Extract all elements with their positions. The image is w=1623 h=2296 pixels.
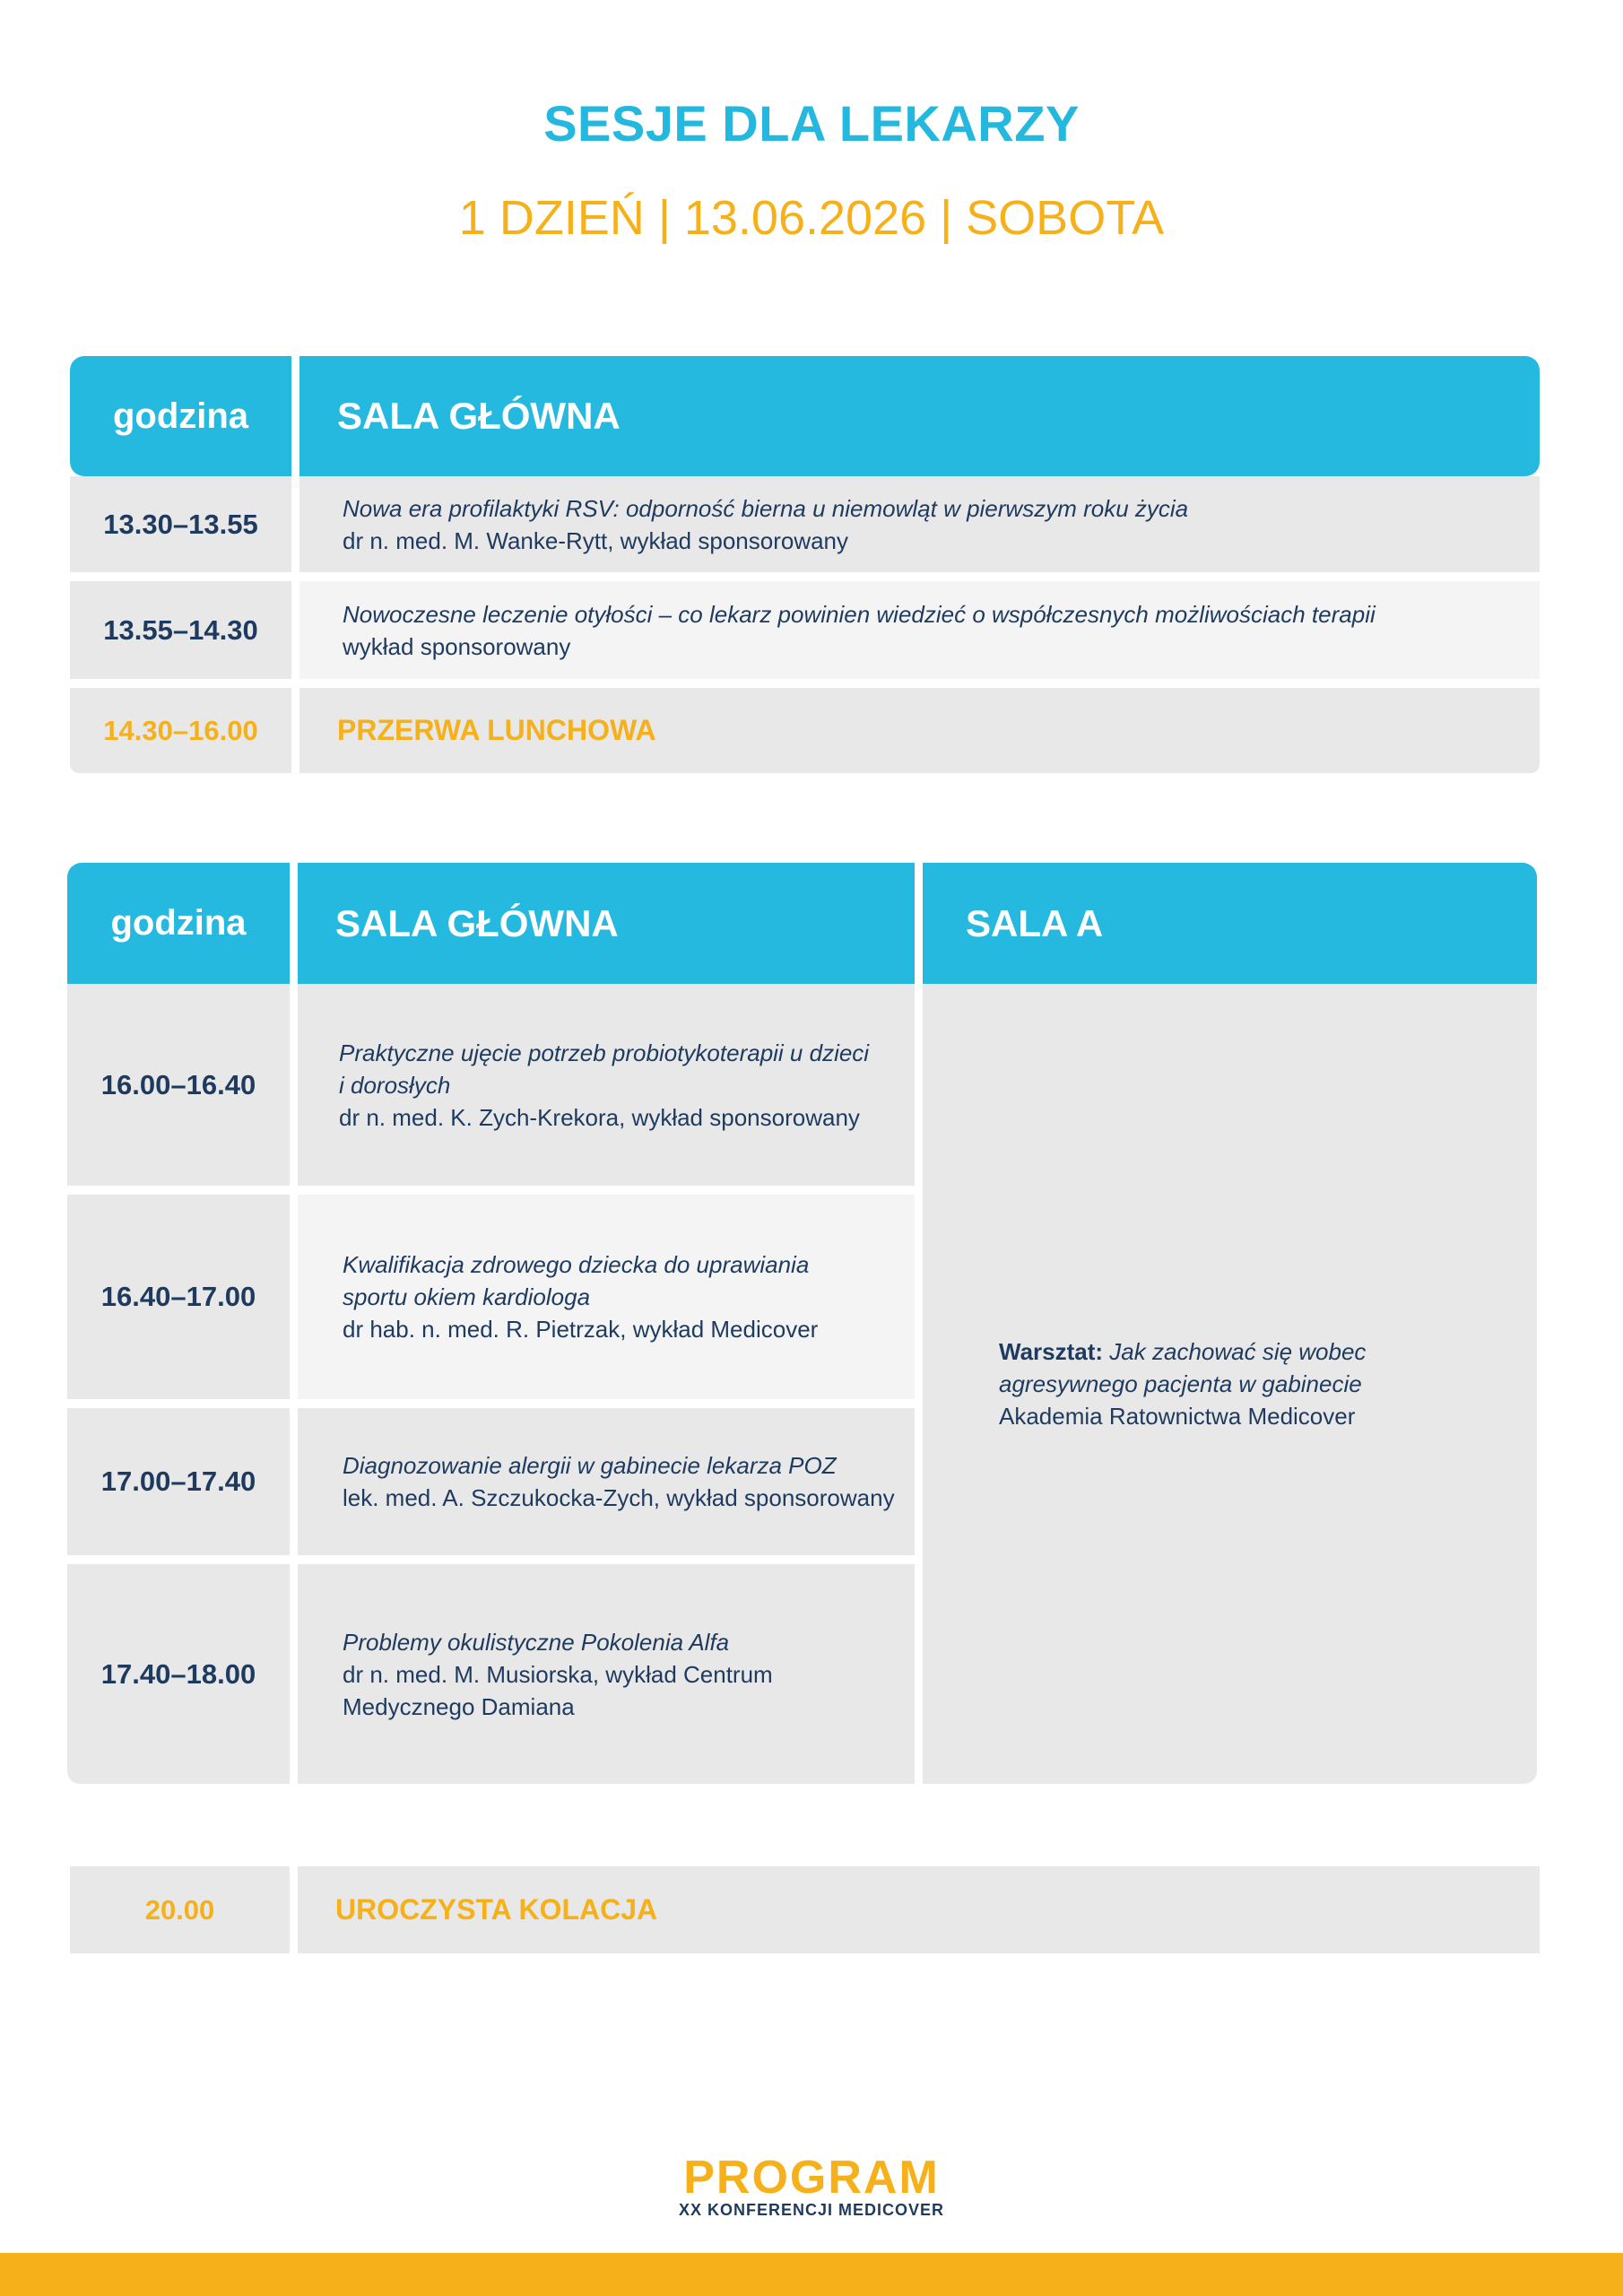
table2-header-sala-a <box>923 863 1537 984</box>
table2-row1-time: 16.00–16.40 <box>67 984 290 1186</box>
table1-header-main-label: SALA GŁÓWNA <box>337 395 621 437</box>
table2-row4-content <box>298 1564 915 1784</box>
session-title: Nowa era profilaktyki RSV: odporność bierna u niemowląt w pierwszym roku życia <box>343 494 1189 522</box>
session-title: Problemy okulistyczne Pokolenia Alfa <box>343 1628 730 1656</box>
table1-header-time <box>70 356 291 476</box>
session-title: Diagnozowanie alergii w gabinecie lekarza POZ <box>343 1452 837 1479</box>
table2-header-main-label: SALA GŁÓWNA <box>335 901 619 944</box>
workshop-label: Warsztat: <box>999 1338 1104 1365</box>
table2-header-main <box>298 863 915 984</box>
session-title-line1: Kwalifikacja zdrowego dziecka do uprawiania <box>343 1251 810 1278</box>
program-logo <box>0 2154 1623 2219</box>
table3-event: UROCZYSTA KOLACJA <box>298 1866 1540 1953</box>
program-logo-sub: XX KONFERENCJI MEDICOVER <box>678 2201 945 2219</box>
page-title: SESJE DLA LEKARZY <box>543 95 1080 152</box>
session-speaker: wykład sponsorowany <box>343 632 571 660</box>
table2-header-time-label: godzina <box>110 903 247 943</box>
program-logo-main: PROGRAM <box>683 2152 940 2204</box>
table1-row1-content <box>299 476 1540 572</box>
table1-header-time-label: godzina <box>112 396 249 436</box>
table1-row3-time: 14.30–16.00 <box>70 688 291 773</box>
session-title-line2: sportu okiem kardiologa <box>343 1283 591 1310</box>
session-title: Nowoczesne leczenie otyłości – co lekarz powinien wiedzieć o współczesnych możliwościach terapii <box>343 600 1376 628</box>
table2-row2-content <box>298 1195 915 1399</box>
table2-row4-time: 17.40–18.00 <box>67 1564 290 1784</box>
table2-row3-time: 17.00–17.40 <box>67 1408 290 1555</box>
table1-row2-time: 13.55–14.30 <box>70 581 291 679</box>
session-speaker-line2: Medycznego Damiana <box>343 1692 575 1720</box>
table2-row2-time: 16.40–17.00 <box>67 1195 290 1399</box>
session-speaker: dr hab. n. med. R. Pietrzak, wykład Medicover <box>343 1316 819 1343</box>
session-speaker: lek. med. A. Szczukocka-Zych, wykład sponsorowany <box>343 1484 895 1511</box>
table2-sala-a-workshop <box>923 984 1537 1784</box>
session-title-line2: i dorosłych <box>339 1071 451 1099</box>
table1-row3-event: PRZERWA LUNCHOWA <box>299 688 1540 773</box>
table1-row2-content <box>299 581 1540 679</box>
table1-header-main <box>299 356 1540 476</box>
table2-header-sala-a-label: SALA A <box>966 901 1104 944</box>
page-subtitle: 1 DZIEŃ | 13.06.2026 | SOBOTA <box>458 191 1165 245</box>
workshop-title-line1: Jak zachować się wobec <box>1109 1338 1367 1365</box>
session-speaker-line1: dr n. med. M. Musiorska, wykład Centrum <box>343 1660 773 1688</box>
workshop-title-line2: agresywnego pacjenta w gabinecie <box>999 1370 1362 1397</box>
table2-row3-content <box>298 1408 915 1555</box>
table2-row1-content <box>298 984 915 1186</box>
workshop-organizer: Akademia Ratownictwa Medicover <box>999 1403 1356 1430</box>
session-speaker: dr n. med. M. Wanke-Rytt, wykład sponsorowany <box>343 526 849 554</box>
table1-row1-time: 13.30–13.55 <box>70 476 291 572</box>
table2-header-time <box>67 863 290 984</box>
bottom-accent-bar <box>0 2253 1623 2296</box>
session-speaker: dr n. med. K. Zych-Krekora, wykład sponsorowany <box>339 1103 860 1131</box>
session-title-line1: Praktyczne ujęcie potrzeb probiotykoterapii u dzieci <box>339 1039 870 1066</box>
table3-time: 20.00 <box>70 1866 290 1953</box>
